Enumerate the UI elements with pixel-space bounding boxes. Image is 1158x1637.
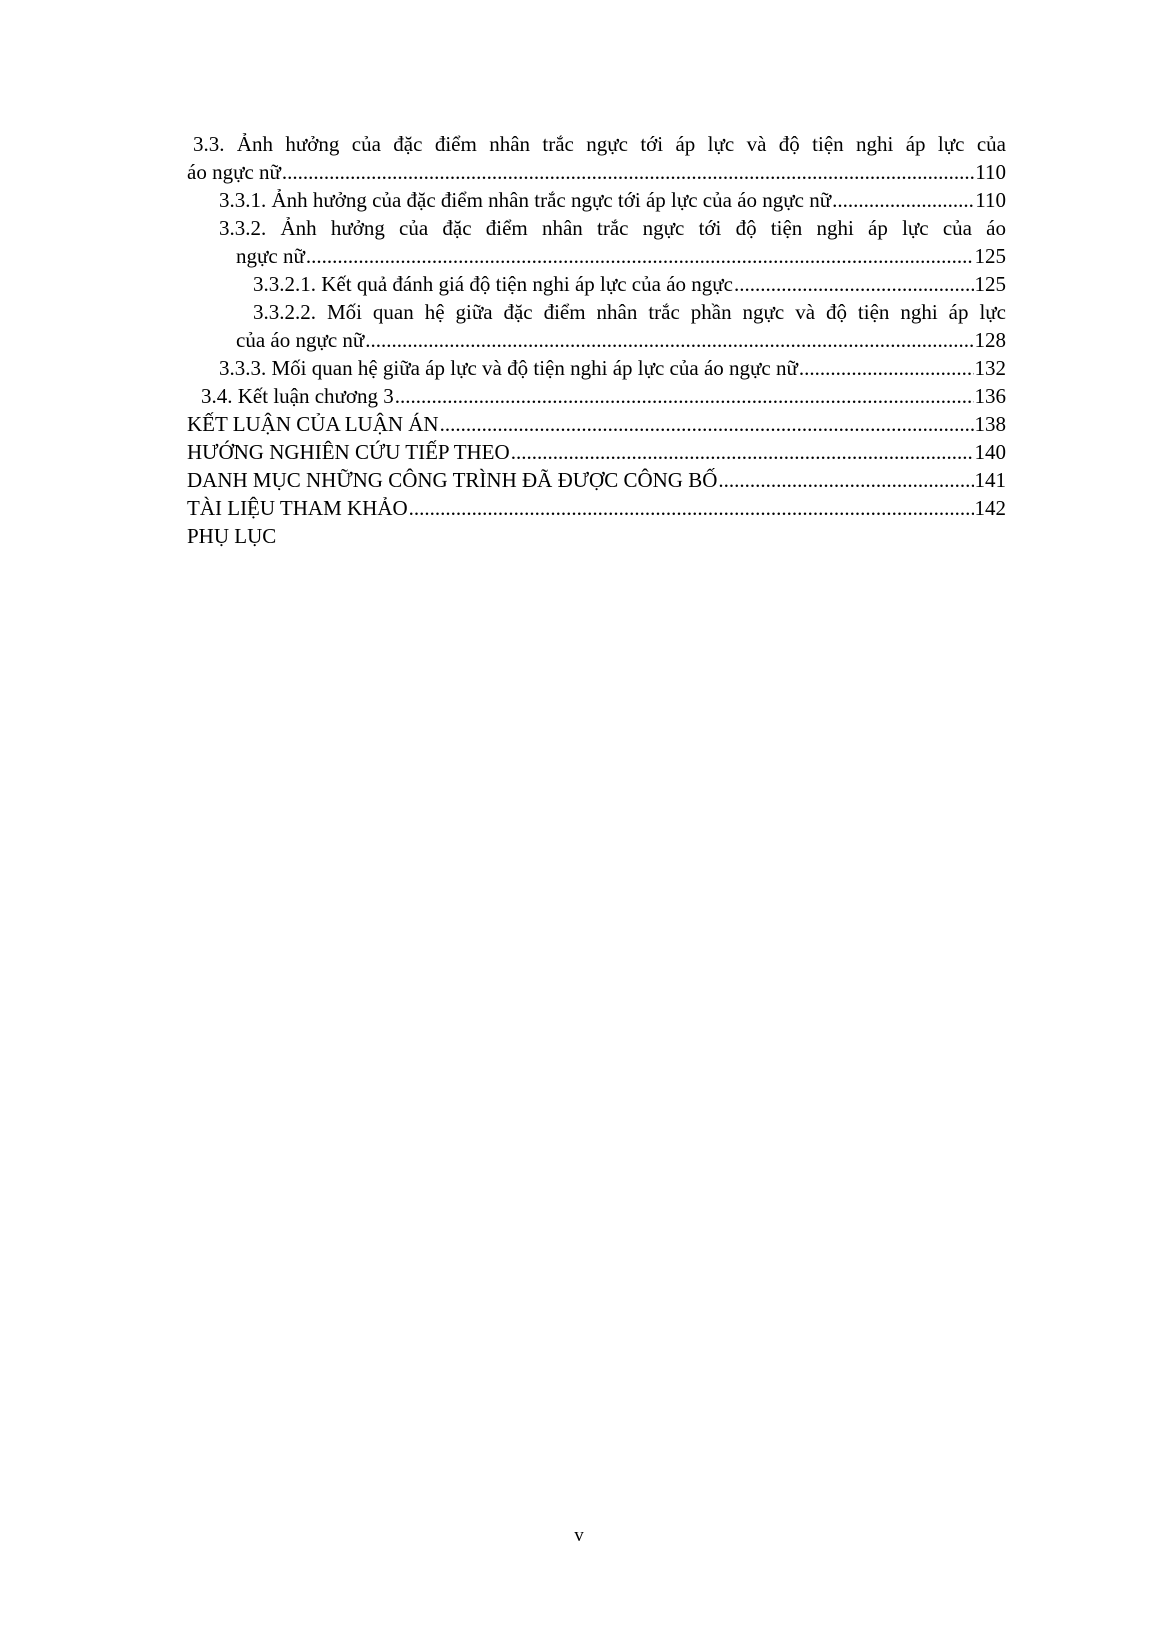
toc-leader-dots [395,383,974,410]
toc-entry-huong-nghien-cuu[interactable] [187,439,1006,466]
toc-entry-phu-luc[interactable] [187,523,1006,550]
toc-leader-dots [365,327,973,354]
toc-page-number: 138 [974,412,1006,436]
toc-entry-tai-lieu[interactable] [187,495,1006,522]
toc-entry-title-line2: của áo ngực nữ [236,328,365,352]
toc-page-number: 128 [974,328,1006,352]
toc-entry-title: 3.3.1. Ảnh hưởng của đặc điểm nhân trắc ngực tới áp lực của áo ngực nữ [219,188,832,212]
toc-leader-dots [440,411,974,438]
toc-entry-3-3-2-1[interactable] [253,271,1006,298]
toc-leader-dots [282,159,974,186]
toc-leader-dots [511,439,974,466]
page-number: v [574,1525,584,1546]
toc-page-number: 141 [974,468,1006,492]
toc-entry-3-3-2-cont[interactable] [236,243,1006,270]
toc-entry-3-3-2-2-cont[interactable] [236,327,1006,354]
toc-page-number: 125 [974,244,1006,268]
toc-entry-title: HƯỚNG NGHIÊN CỨU TIẾP THEO [187,440,510,464]
toc-page-number: 110 [975,188,1006,212]
toc-entry-title-line1: 3.3.2.2. Mối quan hệ giữa đặc điểm nhân trắc phần ngực và độ tiện nghi áp lực [253,300,1006,324]
toc-entry-3-3-1[interactable] [219,187,1006,214]
toc-page-number: 136 [974,384,1006,408]
toc-page-number: 140 [974,440,1006,464]
toc-entry-title: 3.3.2.1. Kết quả đánh giá độ tiện nghi áp lực của áo ngực [253,272,733,296]
toc-entry-danh-muc[interactable] [187,467,1006,494]
toc-entry-title-line2: áo ngực nữ [187,160,281,184]
toc-entry-ket-luan[interactable] [187,411,1006,438]
toc-leader-dots [718,467,973,494]
toc-entry-title: 3.4. Kết luận chương 3 [201,384,394,408]
toc-entry-3-3-3[interactable] [219,355,1006,382]
toc-entry-title-line2: ngực nữ [236,244,305,268]
toc-entry-3-3[interactable] [193,131,1006,158]
toc-entry-title-line1: 3.3.2. Ảnh hưởng của đặc điểm nhân trắc ngực tới độ tiện nghi áp lực của áo [219,216,1006,240]
toc-leader-dots [306,243,974,270]
toc-leader-dots [832,187,974,214]
toc-entry-3-3-2-2[interactable] [253,299,1006,326]
toc-entry-3-4[interactable] [201,383,1006,410]
toc-page-number: 125 [974,272,1006,296]
toc-entry-title: 3.3.3. Mối quan hệ giữa áp lực và độ tiện nghi áp lực của áo ngực nữ [219,356,798,380]
toc-page-number: 132 [974,356,1006,380]
toc-entry-3-3-cont[interactable] [187,159,1006,186]
toc-entry-title: TÀI LIỆU THAM KHẢO [187,496,408,520]
toc-leader-dots [734,271,974,298]
toc-entry-title: PHỤ LỤC [187,524,277,548]
toc-entry-title: KẾT LUẬN CỦA LUẬN ÁN [187,412,439,436]
toc-page-number: 142 [974,496,1006,520]
toc-entry-title-line1: 3.3. Ảnh hưởng của đặc điểm nhân trắc ngực tới áp lực và độ tiện nghi áp lực của [193,132,1006,156]
toc-leader-dots [799,355,974,382]
toc-entry-3-3-2[interactable] [219,215,1006,242]
toc-leader-dots [409,495,974,522]
toc-page-number: 110 [975,160,1006,184]
toc-entry-title: DANH MỤC NHỮNG CÔNG TRÌNH ĐÃ ĐƯỢC CÔNG BỐ [187,468,718,492]
